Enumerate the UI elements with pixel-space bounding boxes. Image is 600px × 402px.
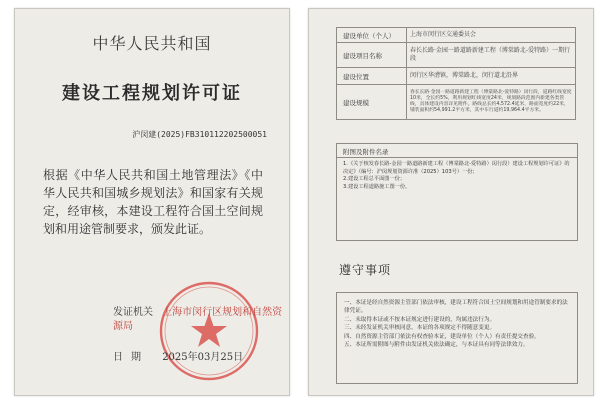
- table-row: [337, 68, 576, 85]
- certificate-number: 沪闵建(2025)FB310112202500051: [132, 130, 267, 139]
- issuer-label: 发证机关: [113, 307, 153, 318]
- project-name-value: 春长长路·金园一路道路新建工程（博棠路北-爱特路）一期行段: [407, 43, 576, 68]
- issuer-row: [113, 306, 283, 334]
- table-row: [337, 28, 576, 43]
- issue-date-row: [113, 348, 243, 363]
- table-row: [337, 43, 576, 68]
- issue-date-value: 2025年03月25日: [162, 352, 244, 363]
- construction-unit-label: 建设单位（个人）: [337, 28, 407, 43]
- list-item: 二、未取得本证或不按本证规定进行建设的，均属违法行为。: [344, 316, 496, 323]
- attachments-box: [336, 143, 578, 241]
- notice-box: [336, 292, 578, 384]
- project-scale-label: 建设规模: [337, 85, 407, 120]
- table-row: [337, 85, 576, 120]
- project-location-label: 建设位置: [337, 68, 407, 85]
- certificate-body-text: 根据《中华人民共和国土地管理法》《中华人民共和国城乡规划法》和国家有关规定，经审核，本建设工程符合国土空间规划和用途管制要求，颁发此证。: [43, 168, 263, 236]
- list-item: 3.建设工程道路施工图一份。: [343, 183, 411, 190]
- notice-title: 遵守事项: [339, 263, 392, 277]
- list-item: 三、未经发证机关审核同意，本证的各项规定不得随意变更。: [344, 325, 496, 332]
- country-title: 中华人民共和国: [92, 34, 212, 53]
- attachments-list: [343, 161, 571, 191]
- construction-unit-value: 上海市闵行区交通委员会: [407, 28, 576, 43]
- certificate-cover-page: [14, 8, 290, 396]
- list-item: 2.建设工程总平面图一份；: [343, 176, 406, 183]
- project-info-table: [336, 27, 576, 120]
- project-scale-value: 春长长路·金园一路道路新建工程（博棠路北-爱特路）闵行段，道路红线宽度10米，全长约5%，利用规划红线宽度24米，规划路段范围内新建各类管线，具体建设内容详见附件。路线总长约4,572.4延米，路面宽度约22米，铺装面积约54,991.2平方米，其中车行道约19,964.4平方米。: [407, 85, 576, 120]
- list-item: 1.《关于核发春长路-金园一路道路新建工程（博棠路北-爱特路）闵行段）建设工程规划许可证》的决定》（编号：沪闵规划资源许准（2025）103号）一份；: [343, 161, 570, 175]
- notice-list: [344, 299, 572, 349]
- list-item: 四、自然资源主管部门依法有权查验本证，建设单位（个人）有责任提交查验。: [344, 333, 540, 340]
- project-name-label: 建设项目名称: [337, 43, 407, 68]
- certificate-details-page: [308, 8, 594, 396]
- list-item: 一、本证是经自然资源主管部门依法审核，建设工程符合国土空间规划和用途管制要求的法律凭证。: [344, 300, 568, 315]
- attachments-title: 附图及附件名录: [343, 148, 389, 156]
- certificate-title: 建设工程规划许可证: [62, 83, 242, 104]
- project-location-value: 闵行区华漕镇，博棠路北，闵行道北沿界: [407, 68, 576, 85]
- issue-date-label: 日期: [113, 352, 149, 363]
- list-item: 五、本证所需附图与附件由发证机关依法确定，与本证具有同等法律效力。: [344, 342, 529, 349]
- issuer-value: 上海市闵行区规划和自然资源局: [113, 307, 283, 332]
- attachments-divider: [337, 157, 577, 158]
